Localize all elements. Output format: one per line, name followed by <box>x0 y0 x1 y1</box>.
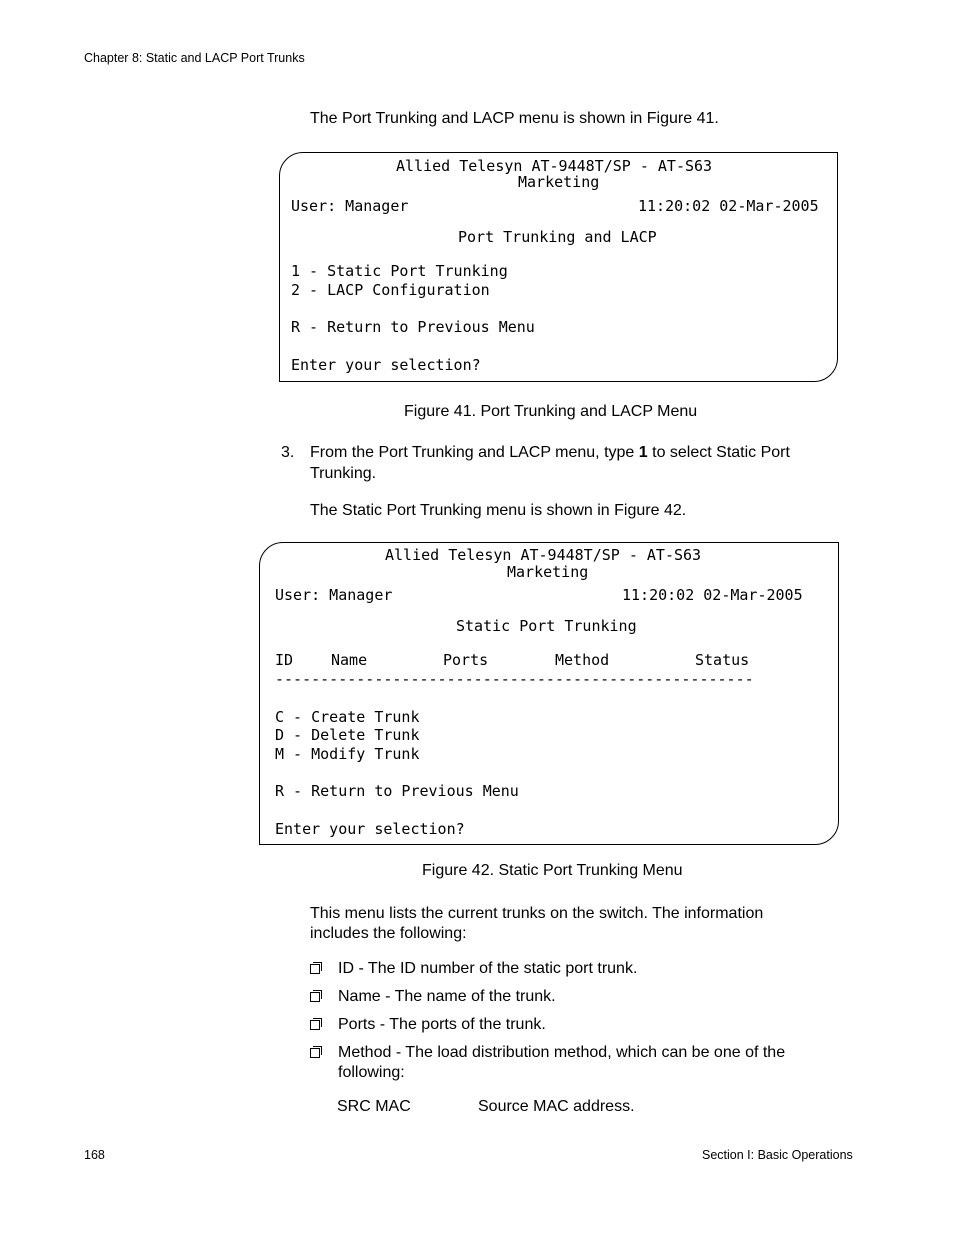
bullet-ports: Ports - The ports of the trunk. <box>338 1016 546 1033</box>
running-header: Chapter 8: Static and LACP Port Trunks <box>84 51 305 65</box>
screen1-title: Allied Telesyn AT-9448T/SP - AT-S63 <box>396 157 713 175</box>
bullet-method: Method - The load distribution method, which can be one of the <box>338 1044 786 1061</box>
table-divider: ----------------------------------------------------- <box>275 670 754 688</box>
screen2-option-delete: D - Delete Trunk <box>275 726 420 744</box>
page-number: 168 <box>84 1148 105 1162</box>
screen1-subtitle: Marketing <box>518 173 600 191</box>
screen1-option-2: 2 - LACP Configuration <box>291 281 490 299</box>
method-description: Source MAC address. <box>478 1098 635 1115</box>
checkbox-bullet-icon <box>310 964 320 974</box>
screen1-datetime: 11:20:02 02-Mar-2005 <box>638 197 819 215</box>
bullet-id: ID - The ID number of the static port trunk. <box>338 960 638 977</box>
screen1-option-return: R - Return to Previous Menu <box>291 318 535 336</box>
screen2-option-modify: M - Modify Trunk <box>275 745 420 763</box>
intro-paragraph-2: The Static Port Trunking menu is shown in Figure 42. <box>310 502 687 519</box>
screen1-user: User: Manager <box>291 197 409 215</box>
screen2-menu-title: Static Port Trunking <box>456 617 637 635</box>
screen2-datetime: 11:20:02 02-Mar-2005 <box>622 586 803 604</box>
screen2-option-return: R - Return to Previous Menu <box>275 782 519 800</box>
screen1-menu-title: Port Trunking and LACP <box>458 228 657 246</box>
step-3-bold-key: 1 <box>638 444 648 461</box>
intro-paragraph-1: The Port Trunking and LACP menu is shown in Figure 41. <box>310 110 719 127</box>
description-line-1: This menu lists the current trunks on the switch. The information <box>310 905 764 922</box>
column-header-name: Name <box>331 651 368 669</box>
figure-41-caption: Figure 41. Port Trunking and LACP Menu <box>404 403 698 420</box>
screen2-subtitle: Marketing <box>507 563 589 581</box>
checkbox-bullet-icon <box>310 992 320 1002</box>
column-header-method: Method <box>555 651 610 669</box>
step-number: 3. <box>281 444 295 461</box>
checkbox-bullet-icon <box>310 1048 320 1058</box>
checkbox-bullet-icon <box>310 1020 320 1030</box>
column-header-ports: Ports <box>443 651 489 669</box>
step-3-line-2: Trunking. <box>310 465 377 482</box>
column-header-status: Status <box>695 651 750 669</box>
bullet-name: Name - The name of the trunk. <box>338 988 556 1005</box>
screen2-option-create: C - Create Trunk <box>275 708 420 726</box>
description-line-2: includes the following: <box>310 925 467 942</box>
bullet-method-continued: following: <box>338 1064 405 1081</box>
screen2-user: User: Manager <box>275 586 393 604</box>
screen1-option-1: 1 - Static Port Trunking <box>291 262 508 280</box>
figure-42-caption: Figure 42. Static Port Trunking Menu <box>422 862 683 879</box>
column-header-id: ID <box>275 651 294 669</box>
step-3-line-1: From the Port Trunking and LACP menu, type 1 to select Static Port <box>310 444 790 461</box>
screen2-prompt: Enter your selection? <box>275 820 465 838</box>
section-footer: Section I: Basic Operations <box>702 1148 853 1162</box>
method-term: SRC MAC <box>337 1098 411 1115</box>
screen1-prompt: Enter your selection? <box>291 356 481 374</box>
screen2-title: Allied Telesyn AT-9448T/SP - AT-S63 <box>385 546 702 564</box>
